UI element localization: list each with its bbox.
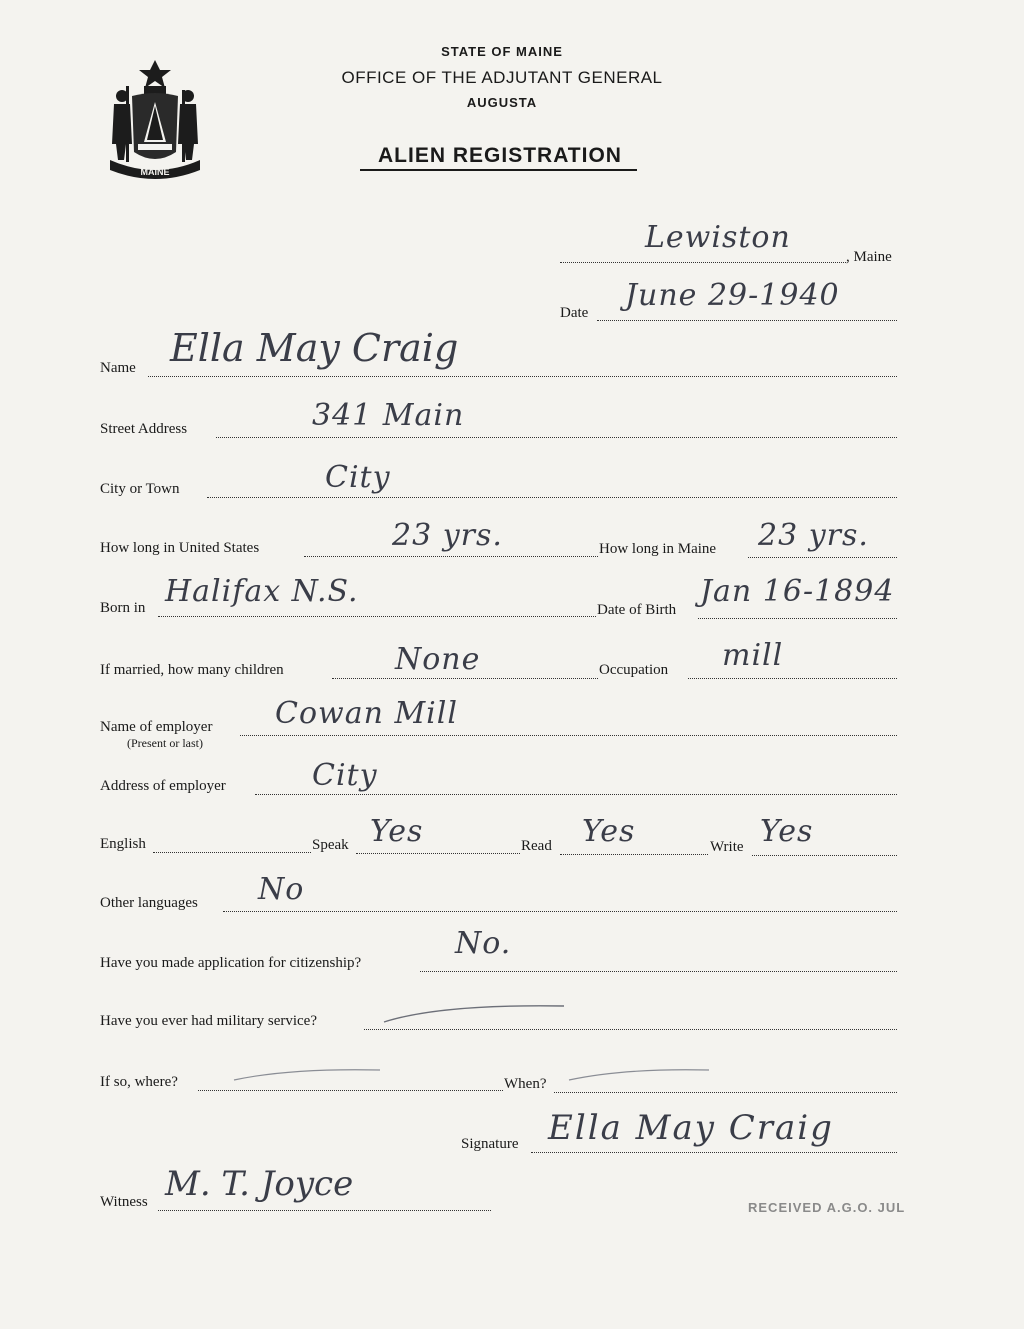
english-line (153, 852, 311, 853)
form-title: ALIEN REGISTRATION (378, 144, 622, 167)
date-value: June 29-1940 (625, 278, 840, 313)
witness-value: M. T. Joyce (165, 1164, 354, 1204)
employer-value: Cowan Mill (275, 696, 458, 731)
svg-text:MAINE: MAINE (140, 167, 170, 177)
maine-label: , Maine (846, 249, 892, 265)
read-value: Yes (582, 814, 636, 849)
employer-address-label: Address of employer (100, 778, 226, 794)
where-label: If so, where? (100, 1074, 178, 1090)
speak-label: Speak (312, 837, 349, 853)
city-heading: AUGUSTA (466, 95, 538, 110)
citizenship-line (420, 971, 897, 972)
how-long-maine-line (748, 557, 897, 558)
signature-value: Ella May Craig (548, 1108, 834, 1148)
when-dash-stroke (565, 1064, 715, 1084)
military-label: Have you ever had military service? (100, 1013, 317, 1029)
signature-line (531, 1152, 897, 1153)
read-label: Read (521, 838, 552, 854)
military-line (364, 1029, 897, 1030)
read-line (560, 854, 708, 855)
witness-line (158, 1210, 491, 1211)
write-value: Yes (760, 814, 814, 849)
citizenship-value: No. (455, 926, 512, 961)
citizenship-label: Have you made application for citizenship? (100, 955, 362, 971)
how-long-us-line (304, 556, 598, 557)
how-long-maine-label: How long in Maine (599, 541, 717, 557)
occupation-label: Occupation (599, 662, 669, 678)
city-town-line (207, 497, 897, 498)
born-in-line (158, 616, 596, 617)
office-heading: OFFICE OF THE ADJUTANT GENERAL (341, 68, 663, 87)
children-value: None (395, 642, 481, 677)
employer-address-value: City (312, 758, 378, 793)
born-in-value: Halifax N.S. (165, 574, 359, 609)
children-line (332, 678, 598, 679)
name-label: Name (100, 360, 136, 376)
when-label: When? (504, 1076, 547, 1092)
date-of-birth-value: Jan 16-1894 (700, 574, 895, 609)
city-town-label: City or Town (100, 481, 180, 497)
date-of-birth-label: Date of Birth (597, 602, 677, 618)
children-label: If married, how many children (100, 662, 284, 678)
employer-line (240, 735, 897, 736)
where-dash-stroke (230, 1064, 390, 1084)
town-value: Lewiston (645, 220, 791, 255)
english-label: English (100, 836, 146, 852)
where-line (198, 1090, 503, 1091)
other-languages-value: No (258, 872, 305, 907)
town-line (560, 262, 846, 263)
title-underline (360, 169, 637, 171)
name-line (148, 376, 897, 377)
street-address-line (216, 437, 897, 438)
other-languages-line (223, 911, 897, 912)
witness-label: Witness (100, 1194, 148, 1210)
other-languages-label: Other languages (100, 895, 198, 911)
how-long-us-label: How long in United States (100, 540, 260, 556)
how-long-us-value: 23 yrs. (392, 518, 503, 553)
date-of-birth-line (698, 618, 897, 619)
military-dash-stroke (380, 1000, 570, 1026)
speak-line (356, 853, 520, 854)
state-heading: STATE OF MAINE (441, 44, 563, 59)
signature-label: Signature (461, 1136, 519, 1152)
employer-note: (Present or last) (127, 736, 203, 750)
occupation-line (688, 678, 897, 679)
speak-value: Yes (370, 814, 424, 849)
write-label: Write (710, 839, 744, 855)
employer-address-line (255, 794, 897, 795)
street-address-value: 341 Main (312, 398, 465, 433)
when-line (554, 1092, 897, 1093)
born-in-label: Born in (100, 600, 146, 616)
occupation-value: mill (722, 638, 784, 673)
how-long-maine-value: 23 yrs. (758, 518, 869, 553)
date-line (597, 320, 897, 321)
street-address-label: Street Address (100, 421, 188, 437)
date-label: Date (560, 305, 589, 321)
write-line (752, 855, 897, 856)
received-stamp: RECEIVED A.G.O. JUL (748, 1200, 906, 1215)
employer-label: Name of employer (100, 719, 213, 735)
name-value: Ella May Craig (170, 326, 459, 370)
city-town-value: City (325, 460, 391, 495)
